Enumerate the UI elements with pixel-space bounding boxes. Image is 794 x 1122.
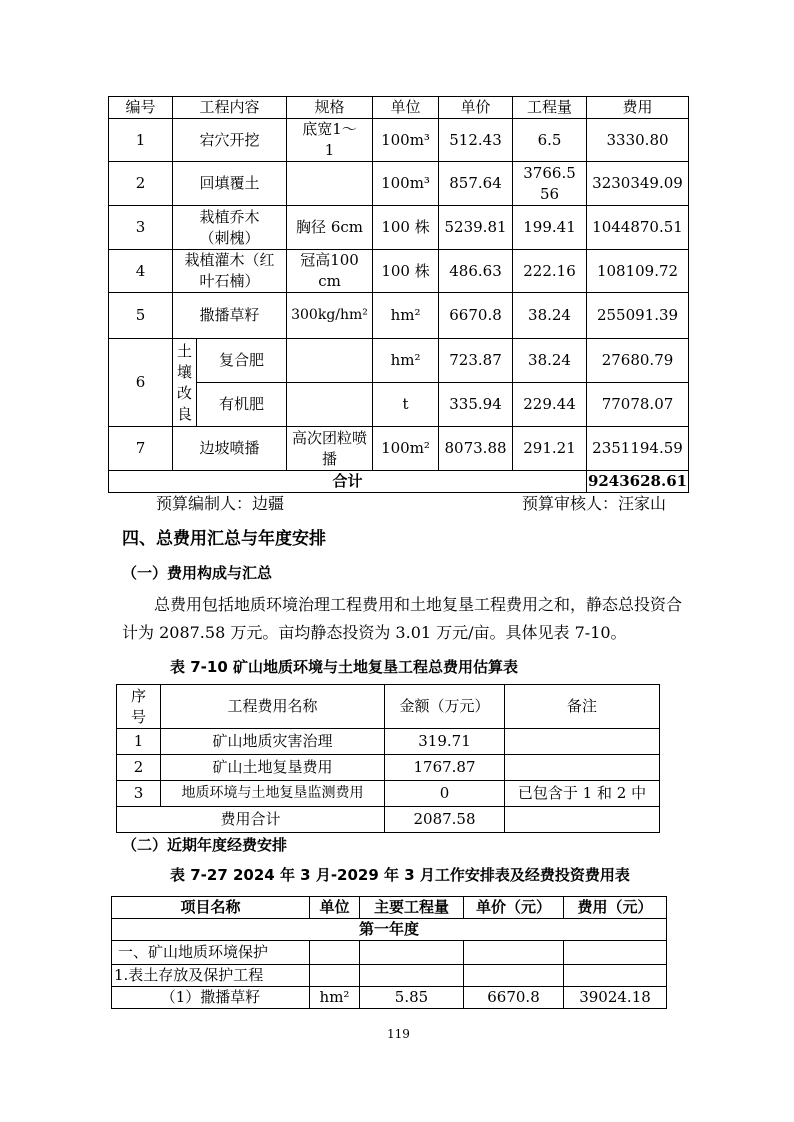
item-price (464, 941, 564, 965)
section-heading: 四、总费用汇总与年度安排 (122, 529, 326, 549)
item-cost (564, 941, 667, 965)
row-number: 1 (117, 729, 161, 755)
paragraph-line: 计为 2087.58 万元。亩均静态投资为 3.01 万元/亩。具体见表 7-10。 (122, 623, 627, 642)
header-cell: 编号 (109, 97, 173, 119)
row-number: 4 (109, 250, 173, 293)
item-cost: 3330.80 (587, 119, 689, 162)
cost-name: 地质环境与土地复垦监测费用 (161, 781, 385, 807)
item-price: 512.43 (439, 119, 513, 162)
item-qty (360, 965, 464, 987)
item-cost: 108109.72 (587, 250, 689, 293)
cost-note (505, 729, 660, 755)
item-unit: 100m³ (373, 162, 439, 206)
total-cost-table (116, 684, 660, 833)
item-cost: 3230349.09 (587, 162, 689, 206)
table-row (109, 250, 689, 293)
row-number: 1 (109, 119, 173, 162)
header-cell: 序号 (117, 685, 161, 729)
header-cell: 单价（元） (464, 897, 564, 919)
row-number: 6 (109, 339, 173, 427)
table-row (109, 119, 689, 162)
item-qty (360, 941, 464, 965)
item-spec: 300kg/hm² (287, 293, 373, 339)
item-unit: hm² (373, 339, 439, 383)
subsection-heading: （一）费用构成与汇总 (122, 564, 273, 582)
year-label: 第一年度 (112, 919, 667, 941)
item-unit: t (373, 383, 439, 427)
total-row (117, 807, 660, 833)
item-name: 撒播草籽 (173, 293, 287, 339)
item-qty: 38.24 (513, 293, 587, 339)
cost-name: 矿山地质灾害治理 (161, 729, 385, 755)
item-qty: 38.24 (513, 339, 587, 383)
item-price: 6670.8 (439, 293, 513, 339)
paragraph-line: 总费用包括地质环境治理工程费用和土地复垦工程费用之和，静态总投资合 (154, 595, 683, 614)
table-header-row (112, 897, 667, 919)
item-qty: 3766.556 (513, 162, 587, 206)
item-qty: 199.41 (513, 206, 587, 250)
table-row (109, 339, 689, 383)
table-row (117, 755, 660, 781)
item-name: 1.表土存放及保护工程 (112, 965, 310, 987)
header-cell: 工程内容 (173, 97, 287, 119)
total-label: 合计 (109, 471, 587, 493)
cost-detail-table (108, 96, 689, 493)
table-row (117, 729, 660, 755)
header-cell: 单位 (310, 897, 360, 919)
header-cell: 费用（元） (564, 897, 667, 919)
item-qty: 5.85 (360, 987, 464, 1009)
year-row (112, 919, 667, 941)
item-name: 宕穴开挖 (173, 119, 287, 162)
item-unit: 100 株 (373, 250, 439, 293)
item-cost: 27680.79 (587, 339, 689, 383)
header-cell: 主要工程量 (360, 897, 464, 919)
item-price: 486.63 (439, 250, 513, 293)
item-unit: 100m² (373, 427, 439, 471)
table-row (117, 781, 660, 807)
subsection-heading: （二）近期年度经费安排 (122, 836, 288, 854)
budget-compiler: 预算编制人：边疆 (156, 494, 285, 513)
table-row (112, 987, 667, 1009)
item-spec (287, 162, 373, 206)
item-name: 有机肥 (197, 383, 287, 427)
item-price: 6670.8 (464, 987, 564, 1009)
header-cell: 单价 (439, 97, 513, 119)
item-price (464, 965, 564, 987)
group-label: 土壤改良 (173, 339, 197, 427)
table-caption: 表 7-27 2024 年 3 月-2029 年 3 月工作安排表及经费投资费用表 (170, 866, 630, 884)
item-qty: 291.21 (513, 427, 587, 471)
item-cost: 255091.39 (587, 293, 689, 339)
row-number: 2 (117, 755, 161, 781)
header-cell: 备注 (505, 685, 660, 729)
item-name: 一、矿山地质环境保护 (112, 941, 310, 965)
item-cost: 2351194.59 (587, 427, 689, 471)
item-unit (310, 941, 360, 965)
item-cost: 77078.07 (587, 383, 689, 427)
table-header-row (109, 97, 689, 119)
item-cost: 1044870.51 (587, 206, 689, 250)
cost-amount: 0 (385, 781, 505, 807)
header-cell: 工程量 (513, 97, 587, 119)
table-row (109, 206, 689, 250)
header-cell: 工程费用名称 (161, 685, 385, 729)
row-number: 3 (109, 206, 173, 250)
header-cell: 费用 (587, 97, 689, 119)
table-row (109, 293, 689, 339)
item-unit: 100 株 (373, 206, 439, 250)
item-unit (310, 965, 360, 987)
table-header-row (117, 685, 660, 729)
header-cell: 规格 (287, 97, 373, 119)
item-price: 5239.81 (439, 206, 513, 250)
cost-amount: 1767.87 (385, 755, 505, 781)
item-price: 723.87 (439, 339, 513, 383)
header-cell: 金额（万元） (385, 685, 505, 729)
item-unit: hm² (310, 987, 360, 1009)
row-number: 5 (109, 293, 173, 339)
item-cost (564, 965, 667, 987)
row-number: 2 (109, 162, 173, 206)
item-cost: 39024.18 (564, 987, 667, 1009)
table-row (109, 427, 689, 471)
item-price: 857.64 (439, 162, 513, 206)
item-spec: 底宽1～1 (287, 119, 373, 162)
page-number: 119 (387, 1027, 410, 1041)
cost-amount: 319.71 (385, 729, 505, 755)
item-spec (287, 339, 373, 383)
item-qty: 222.16 (513, 250, 587, 293)
table-caption: 表 7-10 矿山地质环境与土地复垦工程总费用估算表 (170, 658, 518, 676)
item-name: （1）撒播草籽 (112, 987, 310, 1009)
table-row (109, 162, 689, 206)
cost-note: 已包含于 1 和 2 中 (505, 781, 660, 807)
table-row (112, 941, 667, 965)
budget-reviewer: 预算审核人：汪家山 (522, 494, 667, 513)
item-name: 回填覆土 (173, 162, 287, 206)
total-value: 9243628.61 (587, 471, 689, 493)
item-spec: 高次团粒喷播 (287, 427, 373, 471)
item-spec (287, 383, 373, 427)
total-value: 2087.58 (385, 807, 505, 833)
item-name: 边坡喷播 (173, 427, 287, 471)
item-unit: 100m³ (373, 119, 439, 162)
annual-plan-table (111, 896, 667, 1009)
item-name: 复合肥 (197, 339, 287, 383)
item-unit: hm² (373, 293, 439, 339)
item-spec: 冠高100cm (287, 250, 373, 293)
item-name: 栽植乔木（刺槐） (173, 206, 287, 250)
item-spec: 胸径 6cm (287, 206, 373, 250)
header-cell: 项目名称 (112, 897, 310, 919)
total-label: 费用合计 (117, 807, 385, 833)
cost-note (505, 807, 660, 833)
item-qty: 6.5 (513, 119, 587, 162)
item-qty: 229.44 (513, 383, 587, 427)
table-row (112, 965, 667, 987)
item-price: 8073.88 (439, 427, 513, 471)
row-number: 3 (117, 781, 161, 807)
header-cell: 单位 (373, 97, 439, 119)
total-row (109, 471, 689, 493)
item-name: 栽植灌木（红叶石楠） (173, 250, 287, 293)
item-price: 335.94 (439, 383, 513, 427)
cost-name: 矿山土地复垦费用 (161, 755, 385, 781)
cost-note (505, 755, 660, 781)
row-number: 7 (109, 427, 173, 471)
